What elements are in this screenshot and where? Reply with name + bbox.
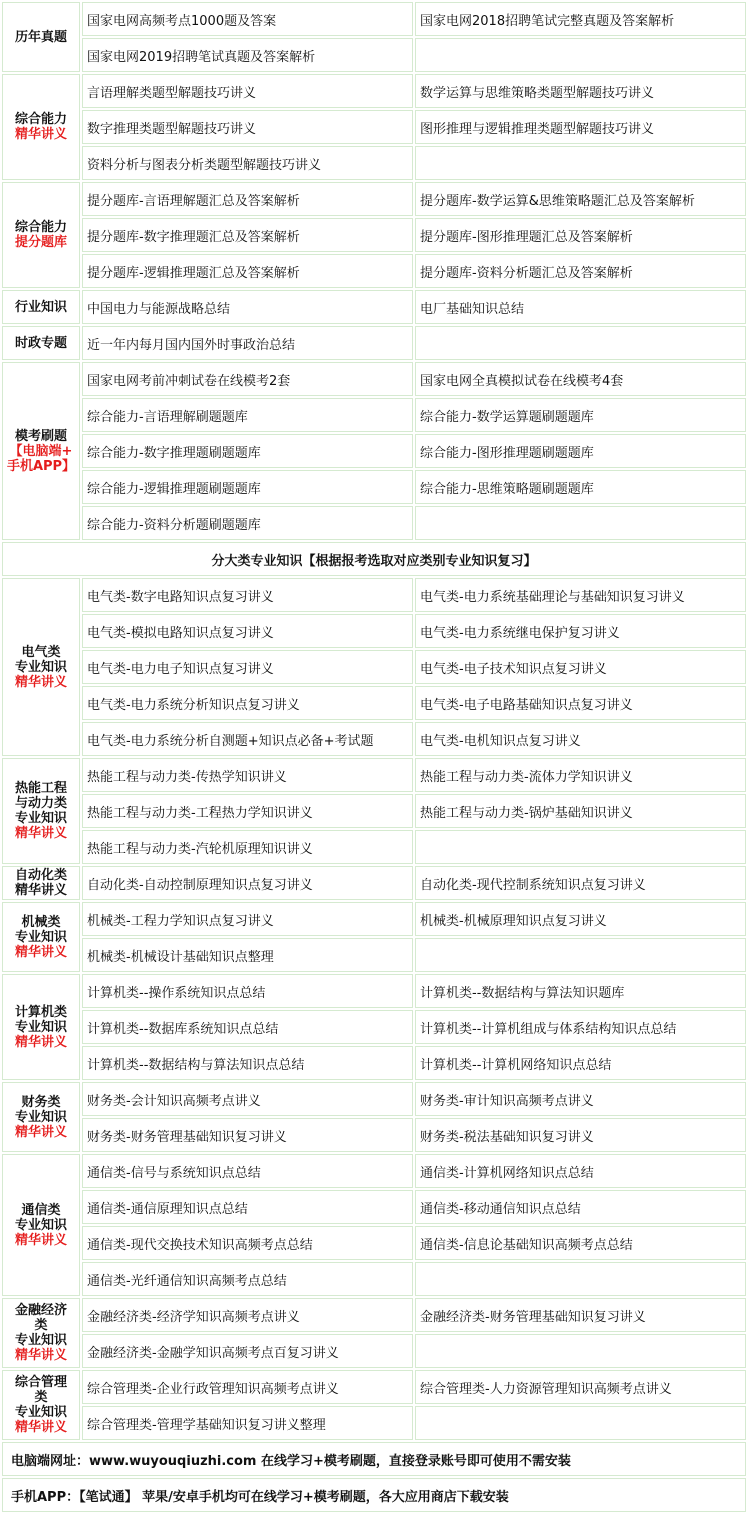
table-row (2, 2, 746, 36)
category-label: 自动化类 (14, 868, 67, 883)
material-item[interactable]: 国家电网2019招聘笔试真题及答案解析 (82, 38, 413, 72)
material-item[interactable]: 通信类-光纤通信知识高频考点总结 (82, 1262, 413, 1296)
table-row (2, 290, 746, 324)
category-highlight: 【电脑端+ (9, 443, 73, 459)
table-row (2, 1190, 746, 1224)
category-label: 专业知识 (14, 1333, 67, 1348)
material-item[interactable]: 机械类-机械原理知识点复习讲义 (415, 902, 746, 936)
material-item[interactable]: 电气类-电力系统继电保护复习讲义 (415, 614, 746, 648)
category-label: 专业知识 (14, 1217, 67, 1233)
category-cell (2, 1154, 80, 1296)
category-label: 专业知识 (14, 929, 67, 945)
material-item[interactable]: 数学运算与思维策略类题型解题技巧讲义 (415, 74, 746, 108)
table-row (2, 794, 746, 828)
table-row (2, 614, 746, 648)
category-highlight: 精华讲义 (14, 674, 67, 690)
material-item[interactable]: 自动化类-自动控制原理知识点复习讲义 (82, 866, 413, 900)
category-label: 热能工程 (14, 781, 67, 796)
material-item[interactable]: 通信类-通信原理知识点总结 (82, 1190, 413, 1224)
material-item[interactable]: 通信类-计算机网络知识点总结 (415, 1154, 746, 1188)
table-row (2, 146, 746, 180)
material-item[interactable]: 财务类-税法基础知识复习讲义 (415, 1118, 746, 1152)
material-item[interactable]: 金融经济类-经济学知识高频考点讲义 (82, 1298, 413, 1332)
material-item[interactable]: 热能工程与动力类-流体力学知识讲义 (415, 758, 746, 792)
materials-table-body (2, 2, 746, 1512)
table-row (2, 1262, 746, 1296)
category-cell (2, 362, 80, 540)
material-item[interactable]: 言语理解类题型解题技巧讲义 (82, 74, 413, 108)
material-item[interactable]: 综合能力-数学运算题刷题题库 (415, 398, 746, 432)
empty-cell (415, 1406, 746, 1440)
material-item[interactable]: 提分题库-数学运算&思维策略题汇总及答案解析 (415, 182, 746, 216)
material-item[interactable]: 计算机类--操作系统知识点总结 (82, 974, 413, 1008)
category-label: 行业知识 (14, 299, 67, 315)
table-row (2, 578, 746, 612)
category-highlight: 精华讲义 (14, 1232, 67, 1248)
material-item[interactable]: 电气类-电子电路基础知识点复习讲义 (415, 686, 746, 720)
category-cell (2, 1082, 80, 1152)
empty-cell (415, 1334, 746, 1368)
category-highlight: 手机APP】 (6, 458, 76, 474)
material-item[interactable]: 国家电网高频考点1000题及答案 (82, 2, 413, 36)
category-label: 模考刷题 (14, 428, 67, 444)
category-label: 金融经济 (14, 1303, 67, 1318)
empty-cell (415, 38, 746, 72)
category-cell (2, 326, 80, 360)
category-label: 专业知识 (14, 811, 67, 826)
category-label: 综合能力 (14, 220, 67, 235)
category-cell (2, 182, 80, 288)
material-item[interactable]: 提分题库-数字推理题汇总及答案解析 (82, 218, 413, 252)
category-label: 综合管理 (14, 1375, 67, 1390)
category-label: 专业知识 (14, 659, 67, 675)
category-label: 专业知识 (14, 1019, 67, 1035)
material-item[interactable]: 电厂基础知识总结 (415, 290, 746, 324)
category-label: 电气类 (21, 644, 61, 660)
material-item[interactable]: 计算机类--数据结构与算法知识点总结 (82, 1046, 413, 1080)
material-item[interactable]: 电气类-电机知识点复习讲义 (415, 722, 746, 756)
table-row (2, 74, 746, 108)
category-label: 综合能力 (14, 112, 67, 127)
table-row (2, 686, 746, 720)
category-highlight: 精华讲义 (14, 1034, 67, 1050)
category-highlight: 精华讲义 (14, 1420, 67, 1435)
empty-cell (415, 326, 746, 360)
table-row (2, 974, 746, 1008)
material-item[interactable]: 电气类-数字电路知识点复习讲义 (82, 578, 413, 612)
material-item[interactable]: 计算机类--计算机网络知识点总结 (415, 1046, 746, 1080)
footer-app-info: 手机APP：【笔试通】 苹果/安卓手机均可在线学习+模考刷题，各大应用商店下载安装 (2, 1478, 746, 1512)
material-item[interactable]: 综合能力-逻辑推理题刷题题库 (82, 470, 413, 504)
category-label: 历年真题 (14, 29, 67, 45)
table-row (2, 434, 746, 468)
material-item[interactable]: 提分题库-言语理解题汇总及答案解析 (82, 182, 413, 216)
empty-cell (415, 146, 746, 180)
material-item[interactable]: 热能工程与动力类-锅炉基础知识讲义 (415, 794, 746, 828)
category-label: 与动力类 (14, 796, 67, 811)
table-row (2, 1154, 746, 1188)
category-label: 机械类 (21, 914, 61, 930)
category-label: 类 (34, 1390, 48, 1405)
material-item[interactable]: 综合管理类-企业行政管理知识高频考点讲义 (82, 1370, 413, 1404)
category-cell (2, 974, 80, 1080)
material-item[interactable]: 计算机类--数据库系统知识点总结 (82, 1010, 413, 1044)
footer-website-info: 电脑端网址：www.wuyouqiuzhi.com 在线学习+模考刷题，直接登录账号即可使用不需安装 (2, 1442, 746, 1476)
material-item[interactable]: 综合能力-数字推理题刷题题库 (82, 434, 413, 468)
category-label: 专业知识 (14, 1405, 67, 1420)
footer-row (2, 1442, 746, 1476)
material-item[interactable]: 电气类-电力系统分析自测题+知识点必备+考试题 (82, 722, 413, 756)
table-row (2, 218, 746, 252)
material-item[interactable]: 资料分析与图表分析类题型解题技巧讲义 (82, 146, 413, 180)
material-item[interactable]: 财务类-财务管理基础知识复习讲义 (82, 1118, 413, 1152)
table-row (2, 1406, 746, 1440)
category-cell (2, 866, 80, 900)
category-cell (2, 758, 80, 864)
material-item[interactable]: 通信类-移动通信知识点总结 (415, 1190, 746, 1224)
material-item[interactable]: 提分题库-资料分析题汇总及答案解析 (415, 254, 746, 288)
table-row (2, 1046, 746, 1080)
section-banner: 分大类专业知识【根据报考选取对应类别专业知识复习】 (2, 542, 746, 576)
material-item[interactable]: 近一年内每月国内国外时事政治总结 (82, 326, 413, 360)
category-label: 类 (34, 1318, 48, 1333)
category-highlight: 精华讲义 (14, 127, 67, 142)
category-cell (2, 290, 80, 324)
category-label: 通信类 (21, 1202, 61, 1218)
material-item[interactable]: 提分题库-逻辑推理题汇总及答案解析 (82, 254, 413, 288)
category-cell (2, 2, 80, 72)
table-row (2, 1334, 746, 1368)
section-banner-row (2, 542, 746, 576)
material-item[interactable]: 数字推理类题型解题技巧讲义 (82, 110, 413, 144)
category-cell (2, 1370, 80, 1440)
table-row (2, 830, 746, 864)
table-row (2, 866, 746, 900)
material-item[interactable]: 国家电网全真模拟试卷在线模考4套 (415, 362, 746, 396)
material-item[interactable]: 电气类-电力系统基础理论与基础知识复习讲义 (415, 578, 746, 612)
material-item[interactable]: 金融经济类-金融学知识高频考点百复习讲义 (82, 1334, 413, 1368)
material-item[interactable]: 通信类-现代交换技术知识高频考点总结 (82, 1226, 413, 1260)
table-row (2, 1298, 746, 1332)
table-row (2, 470, 746, 504)
material-item[interactable]: 中国电力与能源战略总结 (82, 290, 413, 324)
table-row (2, 722, 746, 756)
material-item[interactable]: 国家电网考前冲刺试卷在线模考2套 (82, 362, 413, 396)
table-row (2, 506, 746, 540)
table-row (2, 38, 746, 72)
empty-cell (415, 1262, 746, 1296)
table-row (2, 938, 746, 972)
material-item[interactable]: 财务类-会计知识高频考点讲义 (82, 1082, 413, 1116)
table-row (2, 1118, 746, 1152)
category-highlight: 精华讲义 (14, 1124, 67, 1140)
material-item[interactable]: 提分题库-图形推理题汇总及答案解析 (415, 218, 746, 252)
material-item[interactable]: 电气类-电力系统分析知识点复习讲义 (82, 686, 413, 720)
material-item[interactable]: 金融经济类-财务管理基础知识复习讲义 (415, 1298, 746, 1332)
table-row (2, 902, 746, 936)
material-item[interactable]: 综合能力-言语理解刷题题库 (82, 398, 413, 432)
table-row (2, 1370, 746, 1404)
category-cell (2, 578, 80, 756)
table-row (2, 398, 746, 432)
category-highlight: 精华讲义 (14, 944, 67, 960)
material-item[interactable]: 电气类-模拟电路知识点复习讲义 (82, 614, 413, 648)
material-item[interactable]: 国家电网2018招聘笔试完整真题及答案解析 (415, 2, 746, 36)
material-item[interactable]: 综合管理类-管理学基础知识复习讲义整理 (82, 1406, 413, 1440)
material-item[interactable]: 综合管理类-人力资源管理知识高频考点讲义 (415, 1370, 746, 1404)
material-item[interactable]: 机械类-工程力学知识点复习讲义 (82, 902, 413, 936)
table-row (2, 182, 746, 216)
category-cell (2, 74, 80, 180)
category-highlight: 提分题库 (14, 235, 67, 250)
material-item[interactable]: 综合能力-思维策略题刷题题库 (415, 470, 746, 504)
material-item[interactable]: 通信类-信息论基础知识高频考点总结 (415, 1226, 746, 1260)
table-row (2, 326, 746, 360)
material-item[interactable]: 图形推理与逻辑推理类题型解题技巧讲义 (415, 110, 746, 144)
empty-cell (415, 830, 746, 864)
material-item[interactable]: 通信类-信号与系统知识点总结 (82, 1154, 413, 1188)
category-label: 计算机类 (14, 1004, 67, 1020)
category-label: 财务类 (21, 1094, 61, 1110)
table-row (2, 1226, 746, 1260)
table-row (2, 758, 746, 792)
material-item[interactable]: 综合能力-资料分析题刷题题库 (82, 506, 413, 540)
category-cell (2, 1298, 80, 1368)
category-label: 时政专题 (14, 335, 67, 351)
category-label: 精华讲义 (14, 883, 67, 898)
table-row (2, 362, 746, 396)
material-item[interactable]: 热能工程与动力类-汽轮机原理知识讲义 (82, 830, 413, 864)
material-item[interactable]: 热能工程与动力类-传热学知识讲义 (82, 758, 413, 792)
material-item[interactable]: 财务类-审计知识高频考点讲义 (415, 1082, 746, 1116)
table-row (2, 650, 746, 684)
table-row (2, 1082, 746, 1116)
category-highlight: 精华讲义 (14, 1348, 67, 1363)
table-row (2, 110, 746, 144)
material-item[interactable]: 综合能力-图形推理题刷题题库 (415, 434, 746, 468)
material-item[interactable]: 机械类-机械设计基础知识点整理 (82, 938, 413, 972)
material-item[interactable]: 电气类-电子技术知识点复习讲义 (415, 650, 746, 684)
material-item[interactable]: 电气类-电力电子知识点复习讲义 (82, 650, 413, 684)
table-row (2, 254, 746, 288)
empty-cell (415, 506, 746, 540)
footer-row (2, 1478, 746, 1512)
material-item[interactable]: 计算机类--计算机组成与体系结构知识点总结 (415, 1010, 746, 1044)
category-label: 专业知识 (14, 1109, 67, 1125)
material-item[interactable]: 自动化类-现代控制系统知识点复习讲义 (415, 866, 746, 900)
category-highlight: 精华讲义 (14, 826, 67, 841)
material-item[interactable]: 计算机类--数据结构与算法知识题库 (415, 974, 746, 1008)
empty-cell (415, 938, 746, 972)
table-row (2, 1010, 746, 1044)
category-cell (2, 902, 80, 972)
material-item[interactable]: 热能工程与动力类-工程热力学知识讲义 (82, 794, 413, 828)
